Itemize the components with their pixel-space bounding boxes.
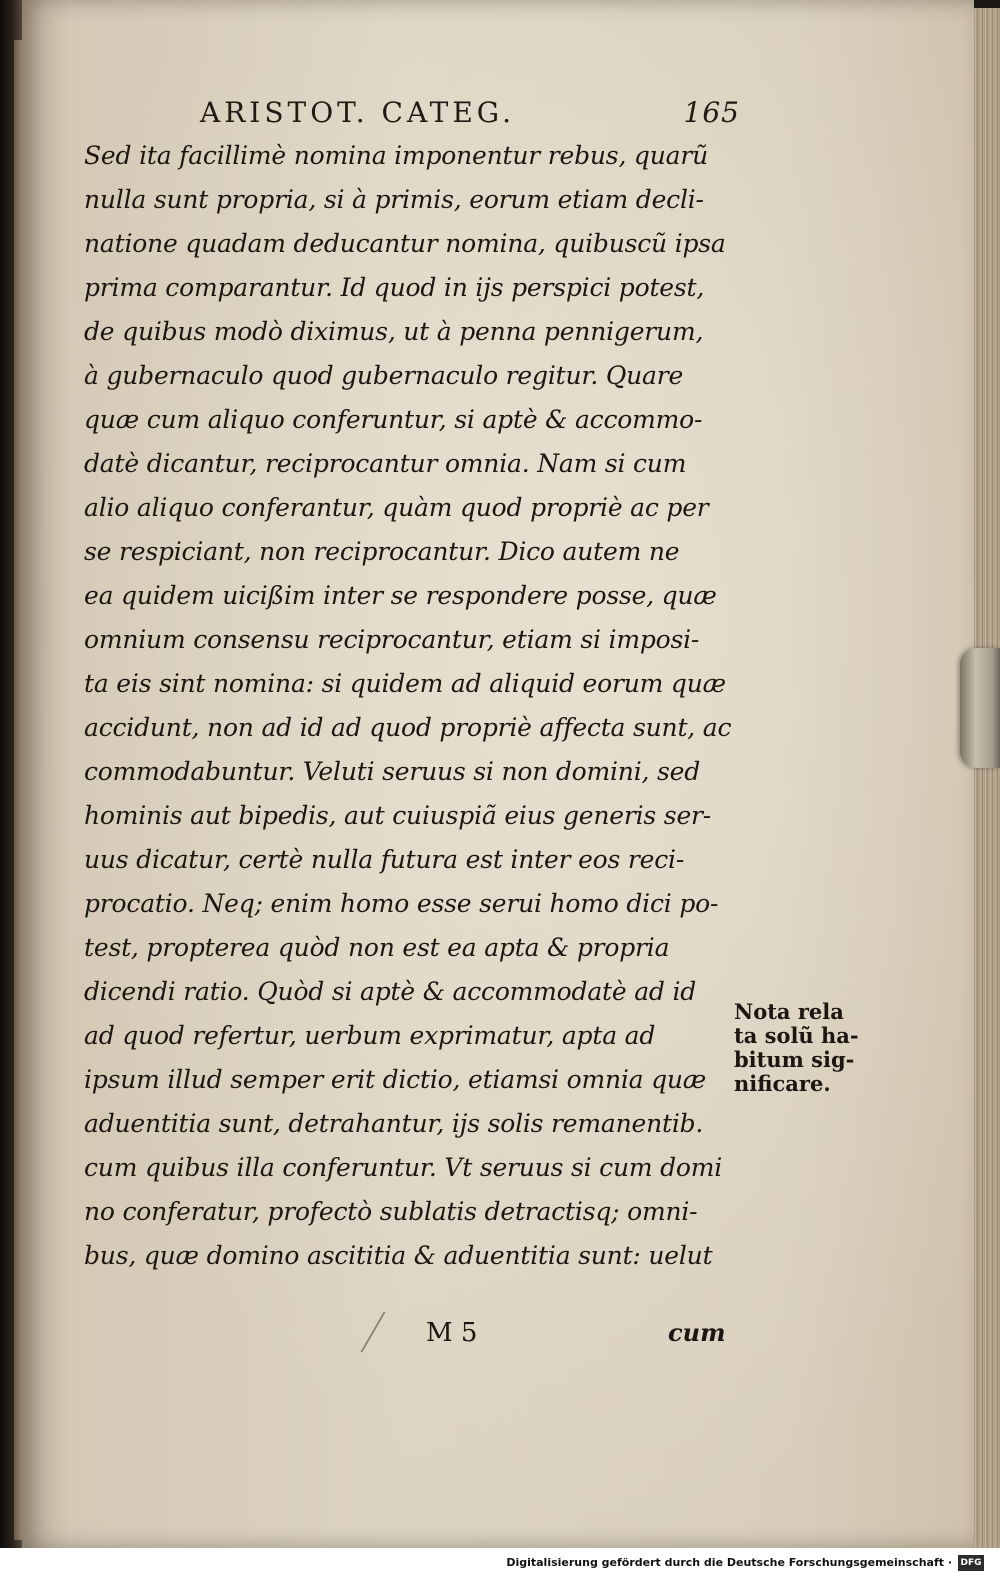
text-line: nulla sunt propria, si à primis, eorum etiam decli-	[84, 185, 704, 214]
footer-bar	[0, 1548, 1000, 1580]
margin-note-line: ta solũ ha-	[734, 1023, 859, 1048]
text-line: cum quibus illa conferuntur. Vt seruus si cum domi	[84, 1153, 723, 1182]
margin-note-line: Nota rela	[734, 999, 844, 1024]
book-page	[22, 0, 974, 1548]
margin-note	[734, 1000, 884, 1096]
text-line: ta eis sint nomina: si quidem ad aliquid eorum quæ	[84, 669, 726, 698]
body-text	[84, 134, 744, 1278]
funding-notice: Digitalisierung gefördert durch die Deutsche Forschungsgemeinschaft ·	[506, 1556, 952, 1569]
running-head-title: ARISTOT. CATEG.	[200, 96, 516, 129]
ink-mark	[360, 1312, 419, 1352]
text-line: alio aliquo conferantur, quàm quod propriè ac per	[84, 493, 709, 522]
catchword: cum	[668, 1318, 726, 1347]
text-line: quæ cum aliquo conferuntur, si aptè & accommo-	[84, 405, 703, 434]
text-line: se respiciant, non reciprocantur. Dico autem ne	[84, 537, 680, 566]
margin-note-line: bitum sig-	[734, 1047, 855, 1072]
text-line: ea quidem uicißim inter se respondere posse, quæ	[84, 581, 717, 610]
text-line: uus dicatur, certè nulla futura est inter eos reci-	[84, 845, 685, 874]
text-line: no conferatur, profectò sublatis detractisq; omni-	[84, 1197, 698, 1226]
signature-mark: M 5	[426, 1318, 478, 1348]
text-line: ipsum illud semper erit dictio, etiamsi omnia quæ	[84, 1065, 707, 1094]
text-line: accidunt, non ad id ad quod propriè affecta sunt, ac	[84, 713, 732, 742]
text-line: Sed ita facillimè nomina imponentur rebus, quarũ	[84, 141, 708, 170]
text-line: datè dicantur, reciprocantur omnia. Nam si cum	[84, 449, 687, 478]
text-line: prima comparantur. Id quod in ijs perspici potest,	[84, 273, 705, 302]
text-line: procatio. Neq; enim homo esse serui homo dici po-	[84, 889, 719, 918]
margin-note-line: nificare.	[734, 1071, 831, 1096]
text-line: dicendi ratio. Quòd si aptè & accommodatè ad id	[84, 977, 697, 1006]
text-line: bus, quæ domino ascititia & aduentitia sunt: uelut	[84, 1241, 713, 1270]
text-line: commodabuntur. Veluti seruus si non domini, sed	[84, 757, 701, 786]
text-line: à gubernaculo quod gubernaculo regitur. Quare	[84, 361, 684, 390]
text-line: natione quadam deducantur nomina, quibuscũ ipsa	[84, 229, 726, 258]
dfg-logo: DFG	[958, 1555, 984, 1571]
text-line: omnium consensu reciprocantur, etiam si imposi-	[84, 625, 700, 654]
text-line: de quibus modò diximus, ut à penna pennigerum,	[84, 317, 704, 346]
page-edges	[974, 8, 1000, 1548]
page-number: 165	[683, 96, 740, 129]
text-line: aduentitia sunt, detrahantur, ijs solis remanentib.	[84, 1109, 704, 1138]
text-line: hominis aut bipedis, aut cuiuspiã eius generis ser-	[84, 801, 712, 830]
book-clip	[960, 648, 1000, 768]
text-line: test, propterea quòd non est ea apta & propria	[84, 933, 670, 962]
text-line: ad quod refertur, uerbum exprimatur, apta ad	[84, 1021, 656, 1050]
